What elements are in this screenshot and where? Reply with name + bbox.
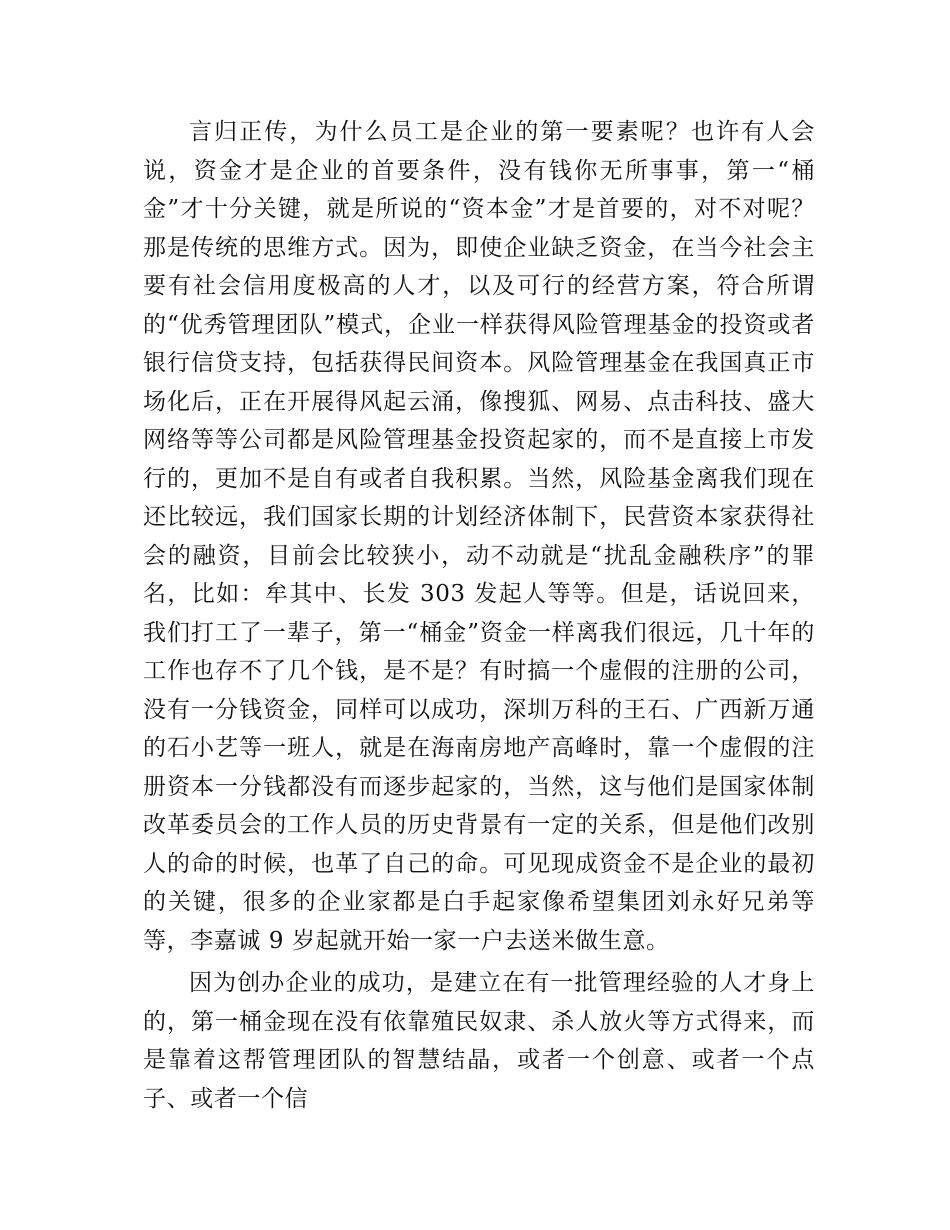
body-text	[143, 113, 815, 1122]
paragraph-1: 言归正传，为什么员工是企业的第一要素呢？也许有人会说，资金才是企业的首要条件，没有钱你无所事事，第一“桶金”才十分关键，就是所说的“资本金”才是首要的，对不对呢？那是传统的思维方式。因为，即使企业缺乏资金，在当今社会主要有社会信用度极高的人才，以及可行的经营方案，符合所谓的“优秀管理团队”模式，企业一样获得风险管理基金的投资或者银行信贷支持，包括获得民间资本。风险管理基金在我国真正市场化后，正在开展得风起云涌，像搜狐、网易、点击科技、盛大网络等等公司都是风险管理基金投资起家的，而不是直接上市发行的，更加不是自有或者自我积累。当然，风险基金离我们现在还比较远，我们国家长期的计划经济体制下，民营资本家获得社会的融资，目前会比较狭小，动不动就是“扰乱金融秩序”的罪名，比如：牟其中、长发 303 发起人等等。但是，话说回来，我们打工了一辈子，第一“桶金”资金一样离我们很远，几十年的工作也存不了几个钱，是不是？有时搞一个虚假的注册的公司，没有一分钱资金，同样可以成功，深圳万科的王石、广西新万通的石小艺等一班人，就是在海南房地产高峰时，靠一个虚假的注册资本一分钱都没有而逐步起家的，当然，这与他们是国家体制改革委员会的工作人员的历史背景有一定的关系，但是他们改别人的命的时候，也革了自己的命。可见现成资金不是企业的最初的关键，很多的企业家都是白手起家像希望集团刘永好兄弟等等，李嘉诚 9 岁起就开始一家一户去送米做生意。	[143, 119, 815, 954]
paragraph-2: 因为创办企业的成功，是建立在有一批管理经验的人才身上的，第一桶金现在没有依靠殖民奴隶、杀人放火等方式得来，而是靠着这帮管理团队的智慧结晶，或者一个创意、或者一个点子、或者一个信	[143, 970, 815, 1112]
